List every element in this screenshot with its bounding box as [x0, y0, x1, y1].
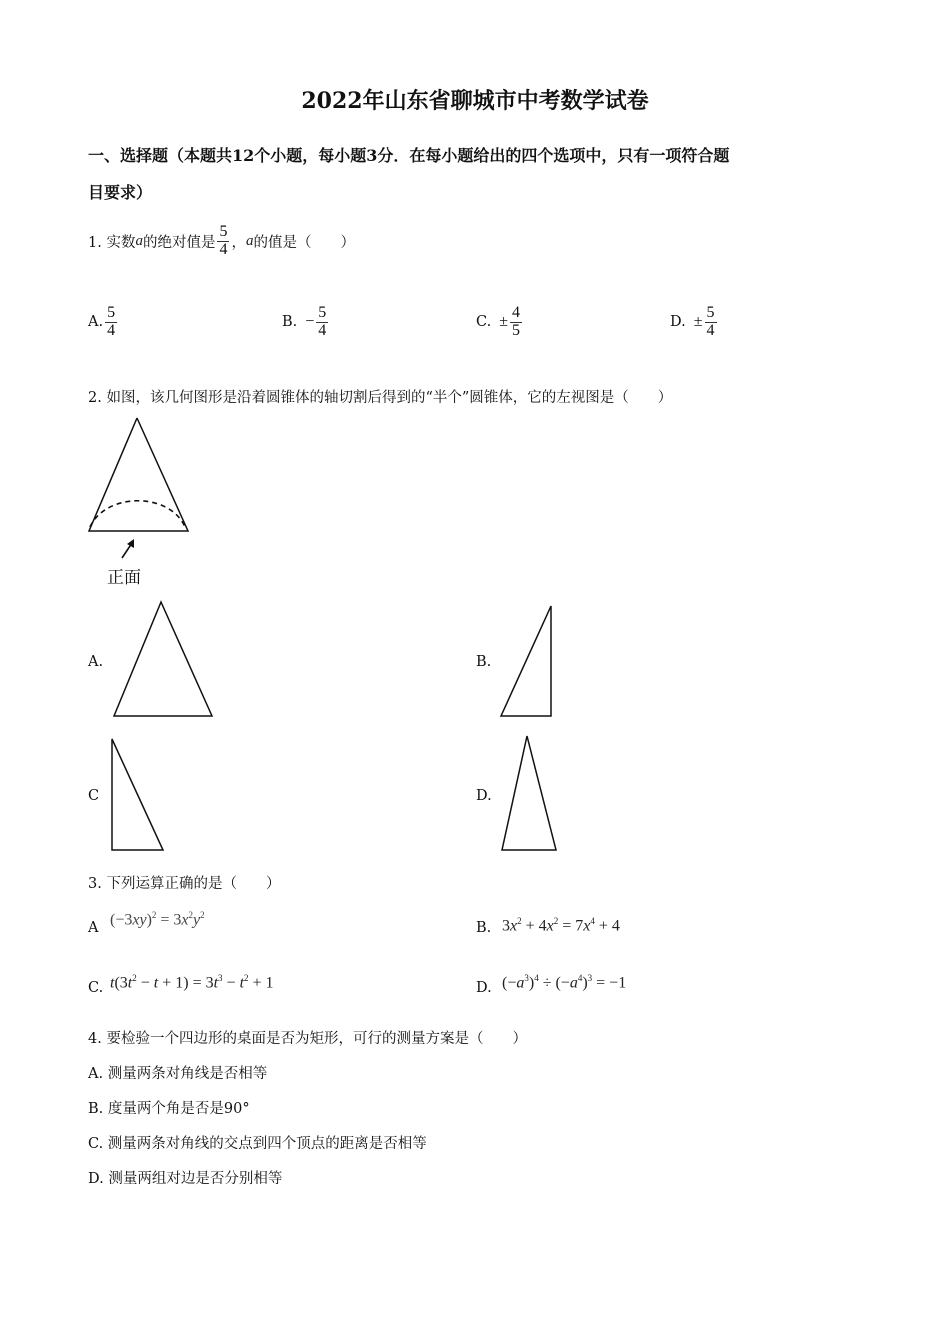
q1-var: a [135, 232, 143, 249]
q2-option-d-figure[interactable] [500, 734, 558, 852]
q1-mid: 的绝对值是 [142, 234, 216, 251]
q2-option-a-label[interactable]: A. [88, 654, 104, 670]
q2-option-d-label[interactable]: D. [476, 788, 492, 804]
q4-option-a[interactable]: A. 测量两条对角线是否相等 [88, 1066, 268, 1082]
q2-option-c-label[interactable]: C [88, 788, 100, 804]
cone-outline [89, 418, 188, 531]
q2-option-a-figure[interactable] [112, 600, 214, 718]
q1-suffix: 的值是（ ） [253, 234, 355, 251]
q1-option-b[interactable] [282, 298, 330, 346]
half-cone-figure [86, 414, 192, 536]
q3-option-a-expression: $(-3xy)^2 = 3x^2y^2$ [110, 910, 205, 929]
q1-sep: ， [231, 234, 246, 251]
right-triangle-right [501, 606, 551, 716]
question-4: 4. 要检验一个四边形的桌面是否为矩形，可行的测量方案是（ ） [88, 1031, 527, 1047]
option-label: A. [88, 314, 104, 330]
view-arrow-icon [118, 538, 138, 562]
option-label: C. [476, 314, 492, 330]
option-fraction [316, 305, 328, 340]
q2-option-b-figure[interactable] [499, 604, 555, 718]
option-den: 4 [107, 321, 116, 339]
question-1 [88, 216, 355, 266]
right-triangle-left [112, 739, 163, 850]
q2-option-c-figure[interactable] [110, 737, 166, 853]
q2-option-b-label[interactable]: B. [476, 654, 492, 670]
isosceles-triangle [114, 602, 212, 716]
q1-prefix: 1. 实数 [88, 234, 136, 251]
question-2: 2. 如图，该几何图形是沿着圆锥体的轴切割后得到的“半个”圆锥体，它的左视图是（ ） [88, 390, 673, 406]
q1-option-c[interactable] [476, 298, 524, 346]
option-den: 4 [706, 321, 715, 339]
option-fraction [105, 305, 117, 340]
q1-fraction [217, 224, 229, 259]
q4-option-b[interactable]: B. 度量两个角是否是90° [88, 1101, 250, 1117]
q3-option-d-label[interactable]: D. [476, 980, 492, 996]
q3-option-b-expression: $3x^2 + 4x^2 = 7x^4 + 4$ [502, 916, 620, 935]
option-label: B. [282, 314, 298, 330]
option-sign: ± [499, 313, 508, 330]
option-num: 5 [107, 303, 116, 321]
option-fraction [705, 305, 717, 340]
page-title: 2022年山东省聊城市中考数学试卷 [301, 88, 649, 114]
section-heading-line2: 目要求） [88, 183, 153, 202]
narrow-triangle [502, 736, 556, 850]
option-label: D. [670, 314, 686, 330]
question-3: 3. 下列运算正确的是（ ） [88, 876, 281, 892]
q1-option-d[interactable] [670, 298, 719, 346]
cone-base-dashed-arc [90, 501, 185, 527]
front-view-label: 正面 [107, 568, 141, 587]
q1-option-a[interactable] [88, 298, 119, 346]
option-num: 5 [318, 303, 327, 321]
option-den: 4 [318, 321, 327, 339]
q3-option-a-label[interactable]: A [88, 920, 99, 936]
q3-option-c-label[interactable]: C. [88, 980, 104, 996]
q3-option-b-label[interactable]: B. [476, 920, 492, 936]
q4-option-d[interactable]: D. 测量两组对边是否分别相等 [88, 1171, 283, 1187]
q1-var2: a [245, 232, 254, 249]
q1-frac-num: 5 [219, 222, 228, 240]
option-fraction [510, 305, 522, 340]
option-num: 4 [511, 303, 520, 321]
q3-option-c-expression: $t(3t^2 - t + 1) = 3t^3 - t^2 + 1$ [110, 973, 274, 992]
q3-option-d-expression: $(-a^3)^4 \div (-a^4)^3 = -1$ [502, 973, 627, 992]
option-sign: ± [693, 313, 703, 330]
section-heading-line1: 一、选择题（本题共12个小题，每小题3分．在每小题给出的四个选项中，只有一项符合题 [88, 146, 730, 165]
option-den: 5 [511, 321, 520, 339]
q4-option-c[interactable]: C. 测量两条对角线的交点到四个顶点的距离是否相等 [88, 1136, 427, 1152]
q1-frac-den: 4 [219, 240, 228, 258]
option-num: 5 [706, 303, 715, 321]
option-sign: − [305, 313, 315, 330]
